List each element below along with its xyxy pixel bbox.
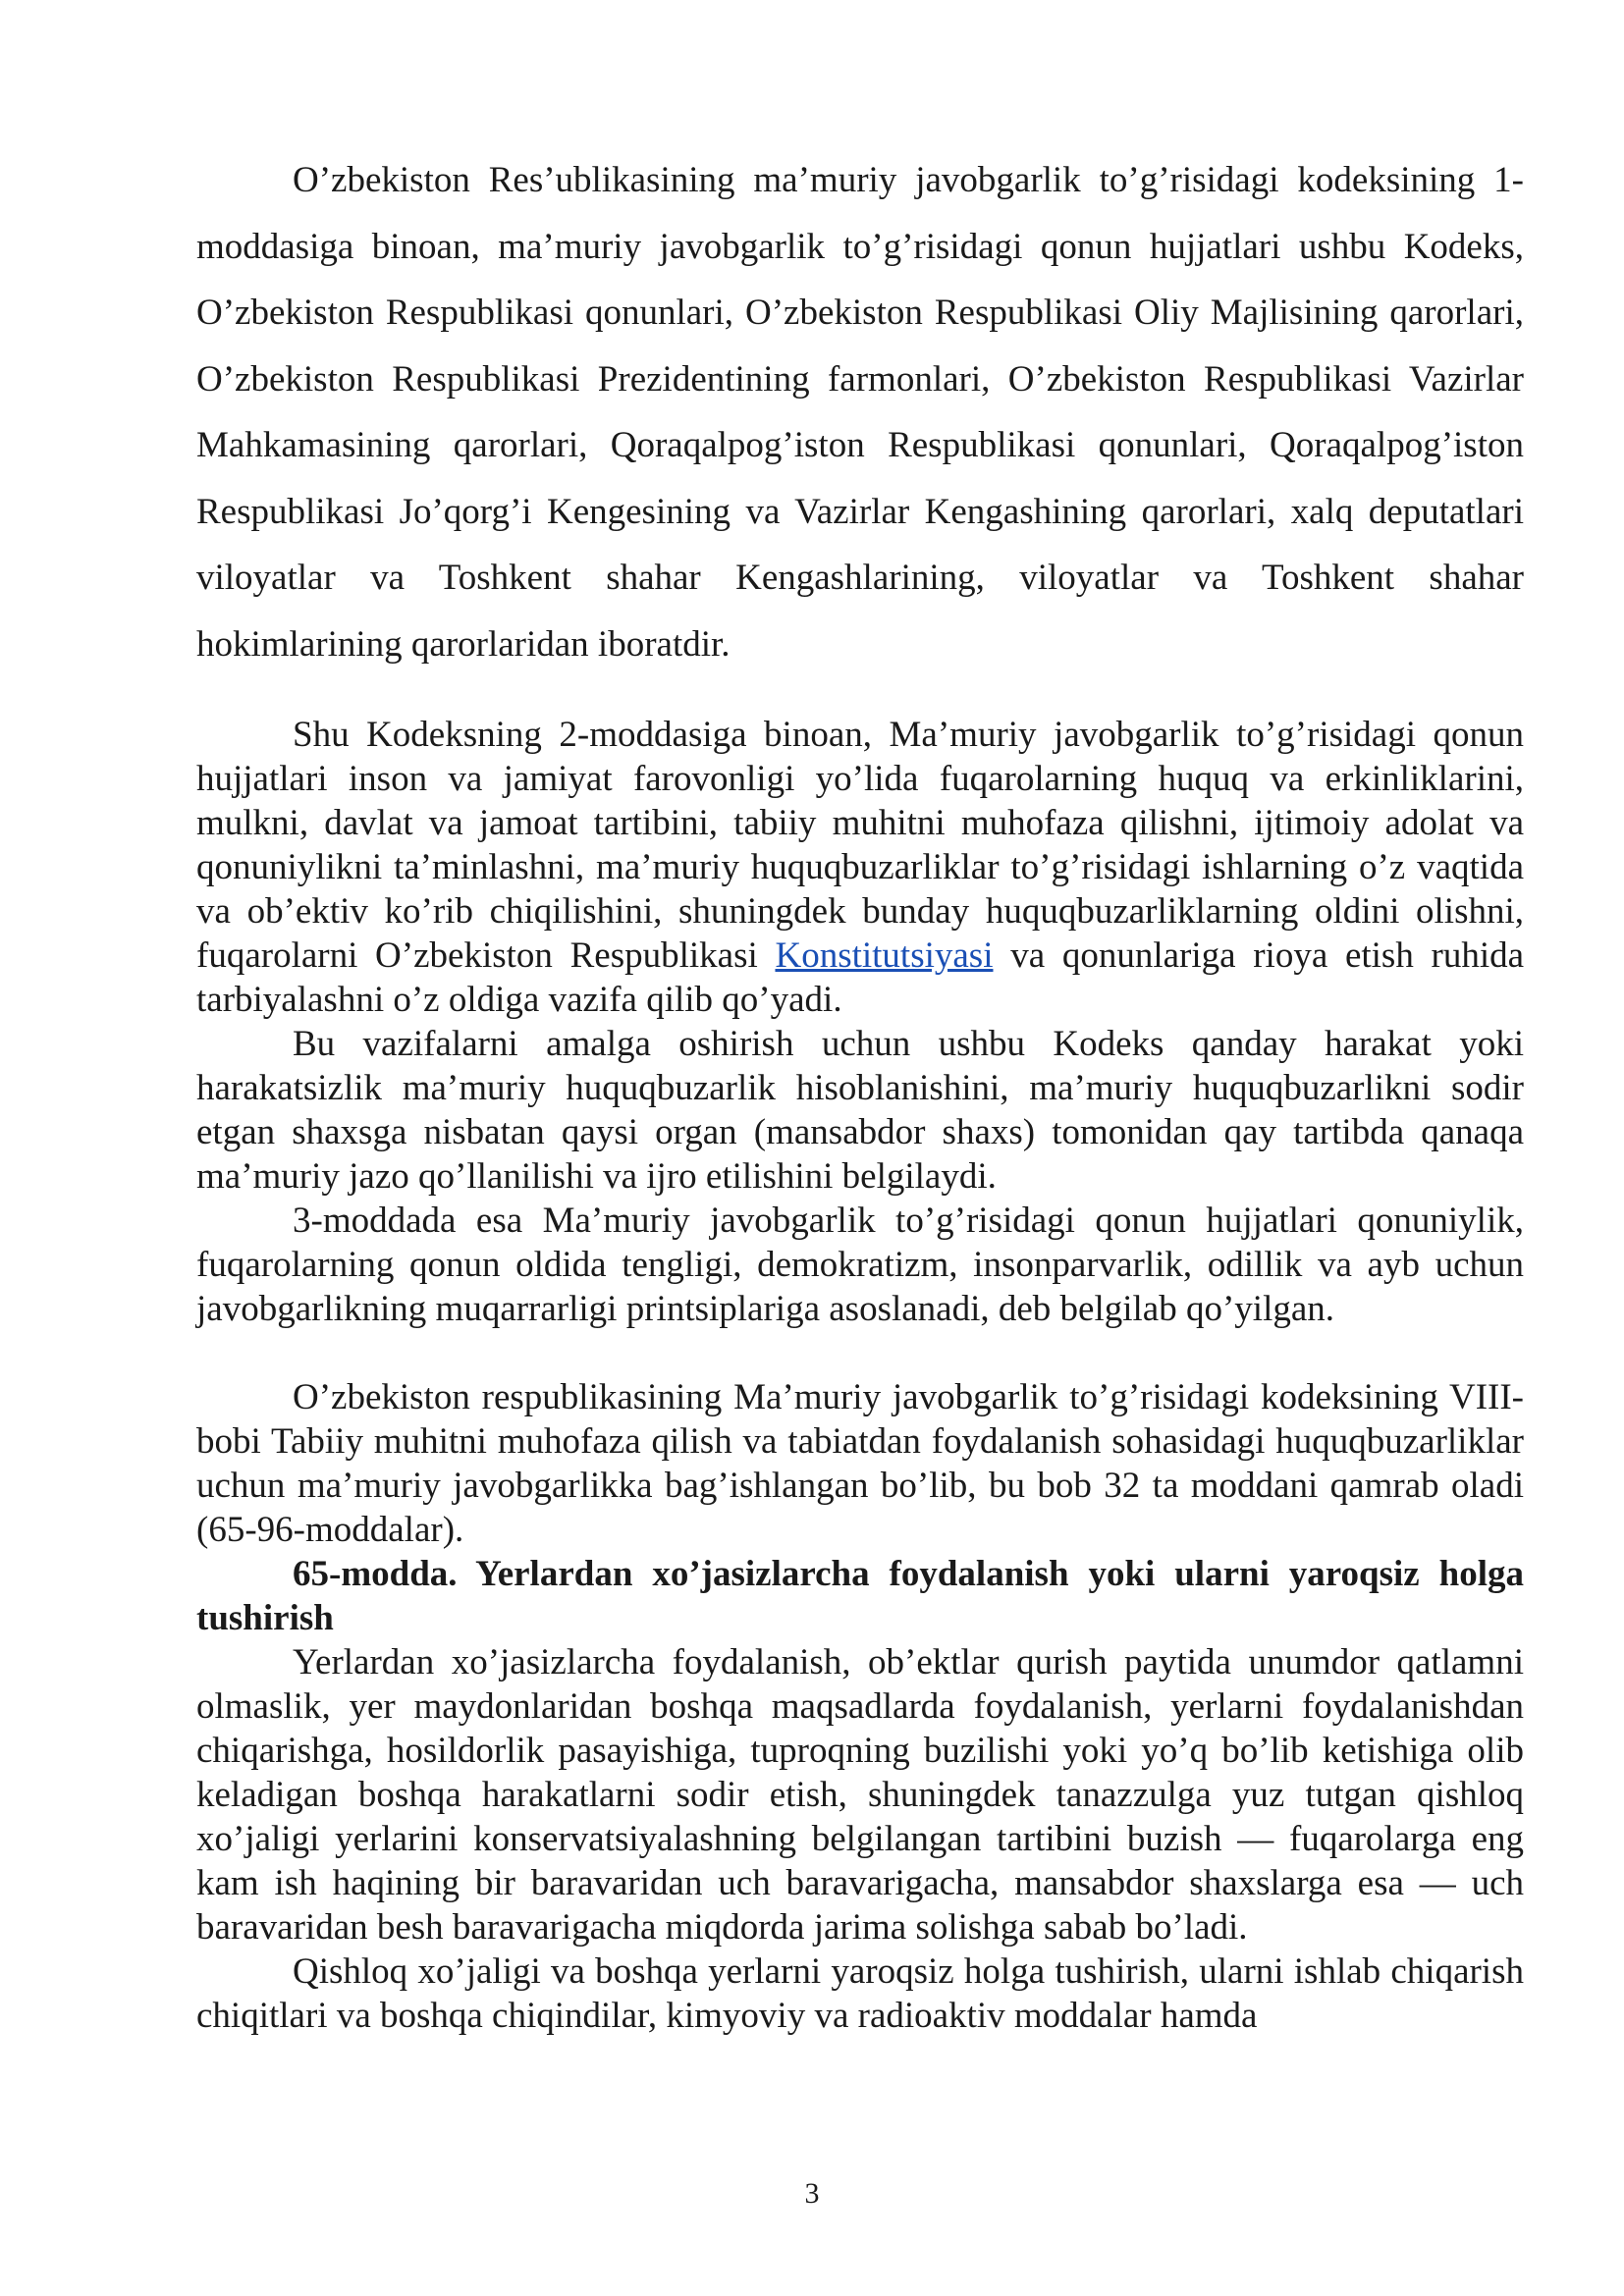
paragraph-code-article-3: 3-moddada esa Ma’muriy javobgarlik to’g’risidagi qonun hujjatlari qonuniylik, fuqarolarning qonun oldida tengligi, demokratizm, insonparvarlik, odillik va ayb uchun javobgarlikning muqarrarligi printsiplariga asoslanadi, deb belgilab qo’yilgan. [196, 1201, 1524, 1329]
paragraph-article-65-part-1: Yerlardan xo’jasizlarcha foydalanish, ob’ektlar qurish paytida unumdor qatlamni olmaslik, yer maydonlaridan boshqa maqsadlarda foydalanish, yerlarni foydalanishdan chiqarishga, hosildorlik pasayishiga, tuproqning buzilishi yoki yo’q bo’lib ketishiga olib keladigan boshqa harakatlarni sodir etish, shuningdek tanazzulga yuz tutgan qishloq xo’jaligi yerlarini konservatsiyalashning belgilangan tartibini buzish — fuqarolarga eng kam ish haqining bir baravaridan uch baravarigacha, mansabdor shaxslarga esa — uch baravaridan besh baravarigacha miqdorda jarima solishga sabab bo’ladi. [196, 1642, 1524, 1948]
paragraph-text: Shu Kodeksning 2-moddasiga binoan, Ma’muriy javobgarlik to’g’risidagi qonun hujjatlari inson va jamiyat farovonligi yo’lida fuqarolarning huquq va erkinliklarini, mulkni, davlat va jamoat tartibini, tabiiy muhitni muhofaza qilishni, ijtimoiy adolat va qonuniylikni ta’minlashni, ma’muriy huquqbuzarliklar to’g’risidagi ishlarning o’z vaqtida va ob’ektiv ko’rib chiqilishini, shuningdek bunday huquqbuzarliklarning oldini olishni, fuqarolarni O’zbekiston Respublikasi [196, 715, 1524, 976]
article-65-heading: 65-modda. Yerlardan xo’jasizlarcha foydalanish yoki ularni yaroqsiz holga tushirish [196, 1554, 1524, 1638]
paragraph-code-article-1: O’zbekiston Res’ublikasining ma’muriy javobgarlik to’g’risidagi kodeksining 1-moddasiga binoan, ma’muriy javobgarlik to’g’risidagi qonun hujjatlari ushbu Kodeks, O’zbekiston Respublikasi qonunlari, O’zbekiston Respublikasi Oliy Majlisining qarorlari, O’zbekiston Respublikasi Prezidentining farmonlari, O’zbekiston Respublikasi Vazirlar Mahkamasining qarorlari, Qoraqalpog’iston Respublikasi qonunlari, Qoraqalpog’iston Respublikasi Jo’qorg’i Kengesining va Vazirlar Kengashining qarorlari, xalq deputatlari viloyatlar va Toshkent shahar Kengashlarining, viloyatlar va Toshkent shahar hokimlarining qarorlaridan iboratdir. [196, 160, 1524, 665]
paragraph-code-tasks: Bu vazifalarni amalga oshirish uchun ushbu Kodeks qanday harakat yoki harakatsizlik ma’muriy huquqbuzarlik hisoblanishini, ma’muriy huquqbuzarlikni sodir etgan shaxsga nisbatan qaysi organ (mansabdor shaxs) tomonidan qay tartibda qanaqa ma’muriy jazo qo’llanilishi va ijro etilishini belgilaydi. [196, 1024, 1524, 1197]
page-number: 3 [804, 2177, 820, 2210]
document-page [196, 147, 1524, 2038]
constitution-link[interactable]: Konstitutsiyasi [775, 935, 994, 976]
paragraph-chapter-viii: O’zbekiston respublikasining Ma’muriy javobgarlik to’g’risidagi kodeksining VIII-bobi Tabiiy muhitni muhofaza qilish va tabiatdan foydalanish sohasidagi huquqbuzarliklar uchun ma’muriy javobgarlikka bag’ishlangan bo’lib, bu bob 32 ta moddani qamrab oladi (65-96-moddalar). [196, 1377, 1524, 1550]
paragraph-code-article-2 [196, 713, 1524, 1022]
paragraph-text: va qonunlariga rioya etish ruhida tarbiyalashni o’z oldiga vazifa qilib qo’yadi. [196, 935, 1525, 1020]
paragraph-article-65-part-2: Qishloq xo’jaligi va boshqa yerlarni yaroqsiz holga tushirish, ularni ishlab chiqarish chiqitlari va boshqa chiqindilar, kimyoviy va radioaktiv moddalar hamda [196, 1951, 1524, 2036]
